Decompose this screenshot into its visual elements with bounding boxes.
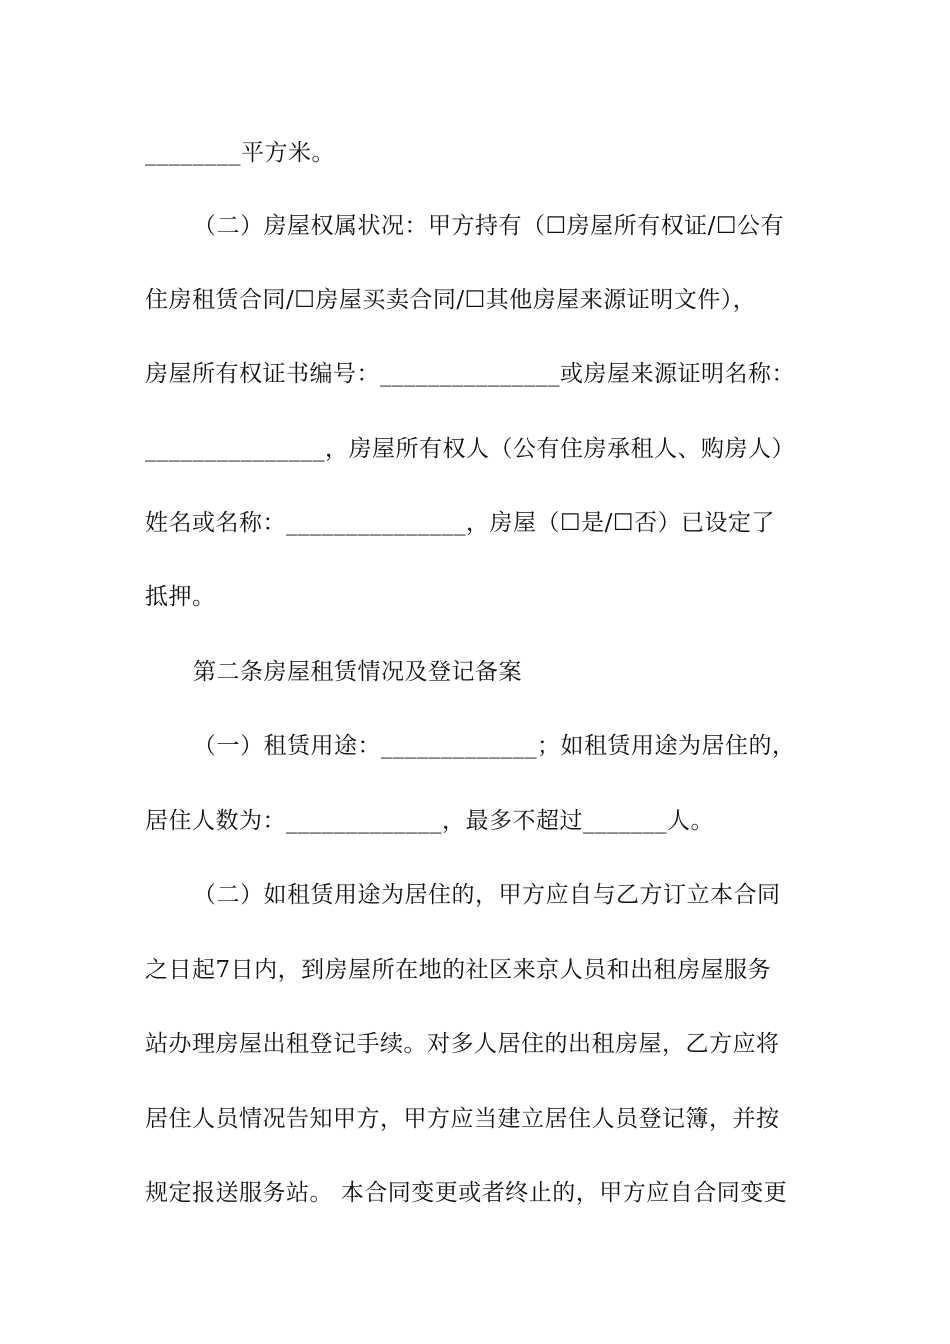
text-line-owner-name-mortgage: 姓名或名称：_______________，房屋（☐是/☐否）已设定了 (145, 510, 775, 536)
text-line-mortgage: 抵押。 (145, 584, 216, 610)
section-heading-article-2: 第二条房屋租赁情况及登记备案 (193, 659, 522, 685)
text-line-registration-1: （二）如租赁用途为居住的，甲方应自与乙方订立本合同 (193, 882, 781, 908)
text-line-registration-3: 站办理房屋出租登记手续。对多人居住的出租房屋，乙方应将 (145, 1031, 780, 1057)
text-line-ownership-status: （二）房屋权属状况：甲方持有（☐房屋所有权证/☐公有 (193, 213, 784, 239)
text-line-occupants: 居住人数为：_____________，最多不超过_______人。 (145, 808, 714, 834)
text-line-ownership-documents: 住房租赁合同/☐房屋买卖合同/☐其他房屋来源证明文件）， (145, 287, 757, 313)
text-line-owner: _______________，房屋所有权人（公有住房承租人、购房人） (145, 436, 795, 462)
text-line-certificate-number: 房屋所有权证书编号：_______________或房屋来源证明名称： (145, 361, 795, 387)
text-line-area-unit: ________平方米。 (145, 140, 335, 166)
text-line-registration-4: 居住人员情况告知甲方，甲方应当建立居住人员登记簿，并按 (145, 1106, 780, 1132)
text-line-registration-2: 之日起7日内，到房屋所在地的社区来京人员和出租房屋服务 (145, 957, 772, 983)
text-line-lease-purpose: （一）租赁用途：_____________；如租赁用途为居住的， (193, 733, 796, 759)
text-line-registration-5: 规定报送服务站。 本合同变更或者终止的，甲方应自合同变更 (145, 1180, 788, 1206)
